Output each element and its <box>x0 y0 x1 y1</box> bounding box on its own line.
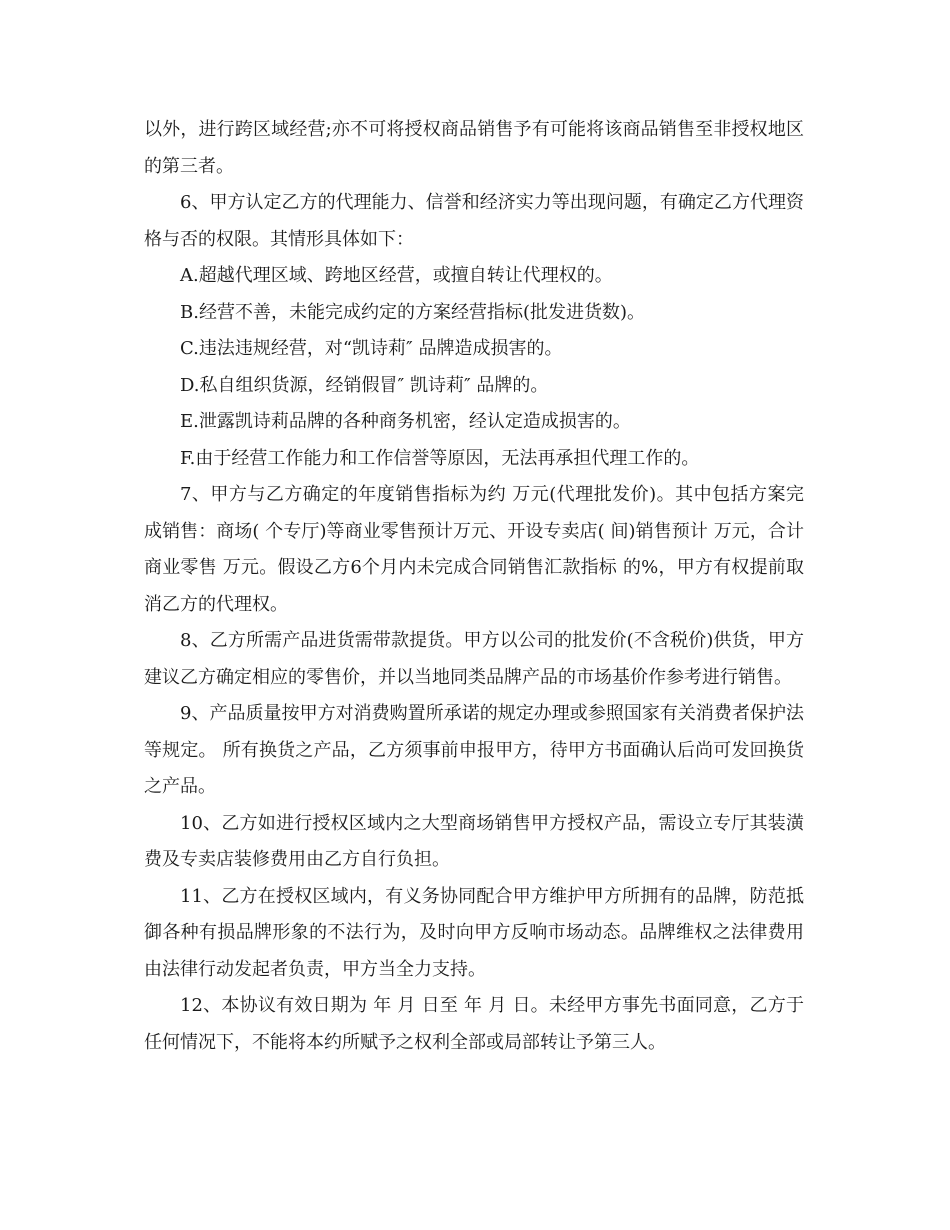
clause-6-item-b: B.经营不善，未能完成约定的方案经营指标(批发进货数)。 <box>180 301 645 323</box>
clause-11: 11、乙方在授权区域内，有义务协同配合甲方维护甲方所拥有的品牌，防范抵御各种有损品牌形象的不法行为，及时向甲方反响市场动态。品牌维权之法律费用由法律行动发起者负责，甲方当全力支持。 <box>144 885 804 980</box>
clause-6: 6、甲方认定乙方的代理能力、信誉和经济实力等出现问题，有确定乙方代理资格与否的权限。其情形具体如下： <box>144 192 804 250</box>
document-body <box>144 112 804 1061</box>
clause-6-item-c: C.违法违规经营，对“凯诗莉″ 品牌造成损害的。 <box>180 338 563 359</box>
clause-12: 12、本协议有效日期为 年 月 日至 年 月 日。未经甲方事先书面同意，乙方于任何情况下，不能将本约所赋予之权利全部或局部转让予第三人。 <box>144 995 804 1053</box>
clause-10: 10、乙方如进行授权区域内之大型商场销售甲方授权产品，需设立专厅其装潢费及专卖店装修费用由乙方自行负担。 <box>144 812 804 870</box>
clause-6-item-d: D.私自组织货源，经销假冒″ 凯诗莉″ 品牌的。 <box>180 374 549 396</box>
clause-6-item-f: F.由于经营工作能力和工作信誉等原因，无法再承担代理工作的。 <box>180 447 700 469</box>
clause-8: 8、乙方所需产品进货需带款提货。甲方以公司的批发价(不含税价)供货，甲方建议乙方确定相应的零售价，并以当地同类品牌产品的市场基价作参考进行销售。 <box>144 630 804 688</box>
clause-7: 7、甲方与乙方确定的年度销售指标为约 万元(代理批发价)。其中包括方案完成销售：商场( 个专厅)等商业零售预计万元、开设专卖店( 间)销售预计 万元，合计商业零售 万元。假设乙方6个月内未完成合同销售汇款指标 的%，甲方有权提前取消乙方的代理权。 <box>144 484 804 615</box>
clause-9: 9、产品质量按甲方对消费购置所承诺的规定办理或参照国家有关消费者保护法等规定。 所有换货之产品，乙方须事前申报甲方，待甲方书面确认后尚可发回换货之产品。 <box>144 703 804 797</box>
clause-6-item-a: A.超越代理区域、跨地区经营，或擅自转让代理权的。 <box>180 265 613 286</box>
paragraph-continuation: 以外，进行跨区域经营;亦不可将授权商品销售予有可能将该商品销售至非授权地区的第三者。 <box>144 119 804 177</box>
clause-6-item-e: E.泄露凯诗莉品牌的各种商务机密，经认定造成损害的。 <box>180 411 631 432</box>
